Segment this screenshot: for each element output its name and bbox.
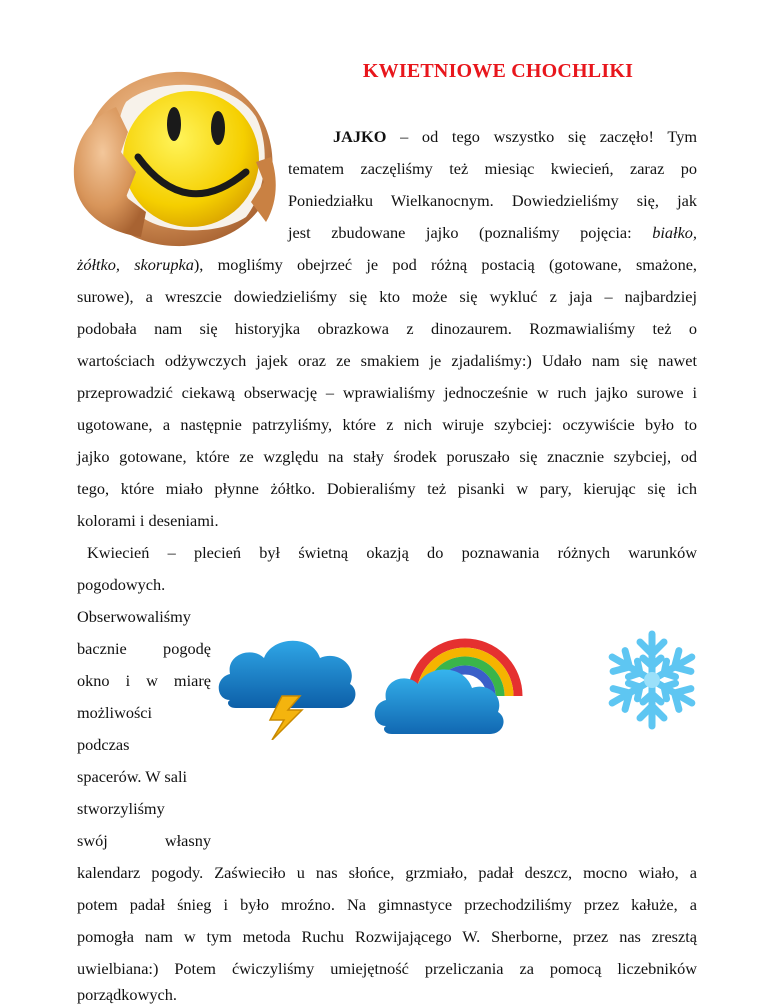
text-span: – od tego wszystko się zaczęło! Tym — [386, 127, 697, 146]
text-line: okno i w miarę — [77, 671, 211, 690]
text-line: podobała nam się historyjka obrazkowa z dinozaurem. Rozmawialiśmy też o — [77, 319, 697, 338]
text-line: potem padał śnieg i było mroźno. Na gimnastyce przechodziliśmy przez kałuże, a — [77, 895, 697, 914]
text-line: Poniedziałku Wielkanocnym. Dowiedzieliśmy się, jak — [288, 191, 697, 210]
text-line: Kwiecień – plecień był świetną okazją do poznawania różnych warunków — [87, 543, 697, 562]
italic-term: białko, — [652, 223, 697, 242]
text-line: kalendarz pogody. Zaświeciło u nas słońce, grzmiało, padał deszcz, mocno wiało, a — [77, 863, 697, 882]
text-span: ), mogliśmy obejrzeć je pod różną postacią (gotowane, smażone, — [193, 255, 698, 274]
text-line: pogodowych. — [77, 575, 166, 594]
text-line: bacznie pogodę — [77, 639, 211, 658]
text-line: surowe), a wreszcie dowiedzieliśmy się kto może się wykluć z jaja – najbardziej — [77, 287, 697, 306]
text-line: uwielbiana:) Potem ćwiczyliśmy umiejętność przeliczania za pomocą liczebników — [77, 959, 697, 978]
text-line: wartościach odżywczych jajek oraz ze smakiem je zjadaliśmy:) Udało nam się nawet — [77, 351, 697, 370]
text-line: jajko gotowane, które ze względu na stały środek poruszało się znacznie szybciej, od — [77, 447, 697, 466]
italic-term: żółtko, skorupka — [77, 255, 194, 274]
page-title: KWIETNIOWE CHOCHLIKI — [362, 60, 634, 82]
text-line: pomogła nam w tym metoda Ruchu Rozwijającego W. Sherborne, przez nas zresztą — [77, 927, 697, 946]
text-span: jest zbudowane jajko (poznaliśmy pojęcia: — [288, 223, 653, 242]
text-line: kolorami i deseniami. — [77, 511, 219, 530]
text-line: podczas — [77, 735, 130, 754]
text-line: spacerów. W sali — [77, 767, 188, 786]
text-line: ugotowane, a następnie patrzyliśmy, które z nich wiruje szybciej: oczywiście było to — [77, 415, 697, 434]
text-line: Obserwowaliśmy — [77, 607, 191, 626]
egg-smiley-icon — [66, 62, 288, 250]
lead-word: JAJKO — [333, 127, 387, 146]
rainbow-cloud-icon — [372, 632, 524, 740]
storm-cloud-icon — [212, 628, 362, 740]
text-line: tego, które miało płynne żółtko. Dobieraliśmy też pisanki w pary, kierując się ich — [77, 479, 697, 498]
text-line: porządkowych. — [77, 985, 177, 1004]
text-line — [333, 127, 697, 147]
snowflake-icon — [600, 628, 704, 732]
text-line — [288, 223, 697, 243]
text-line: stworzyliśmy — [77, 799, 165, 818]
text-line: swój własny — [77, 831, 211, 850]
text-line: przeprowadzić ciekawą obserwację – wprawialiśmy jednocześnie w ruch jajko surowe i — [77, 383, 697, 402]
text-line: tematem zaczęliśmy też miesiąc kwiecień, zaraz po — [288, 159, 697, 178]
text-line: możliwości — [77, 703, 153, 722]
text-line — [77, 255, 697, 275]
